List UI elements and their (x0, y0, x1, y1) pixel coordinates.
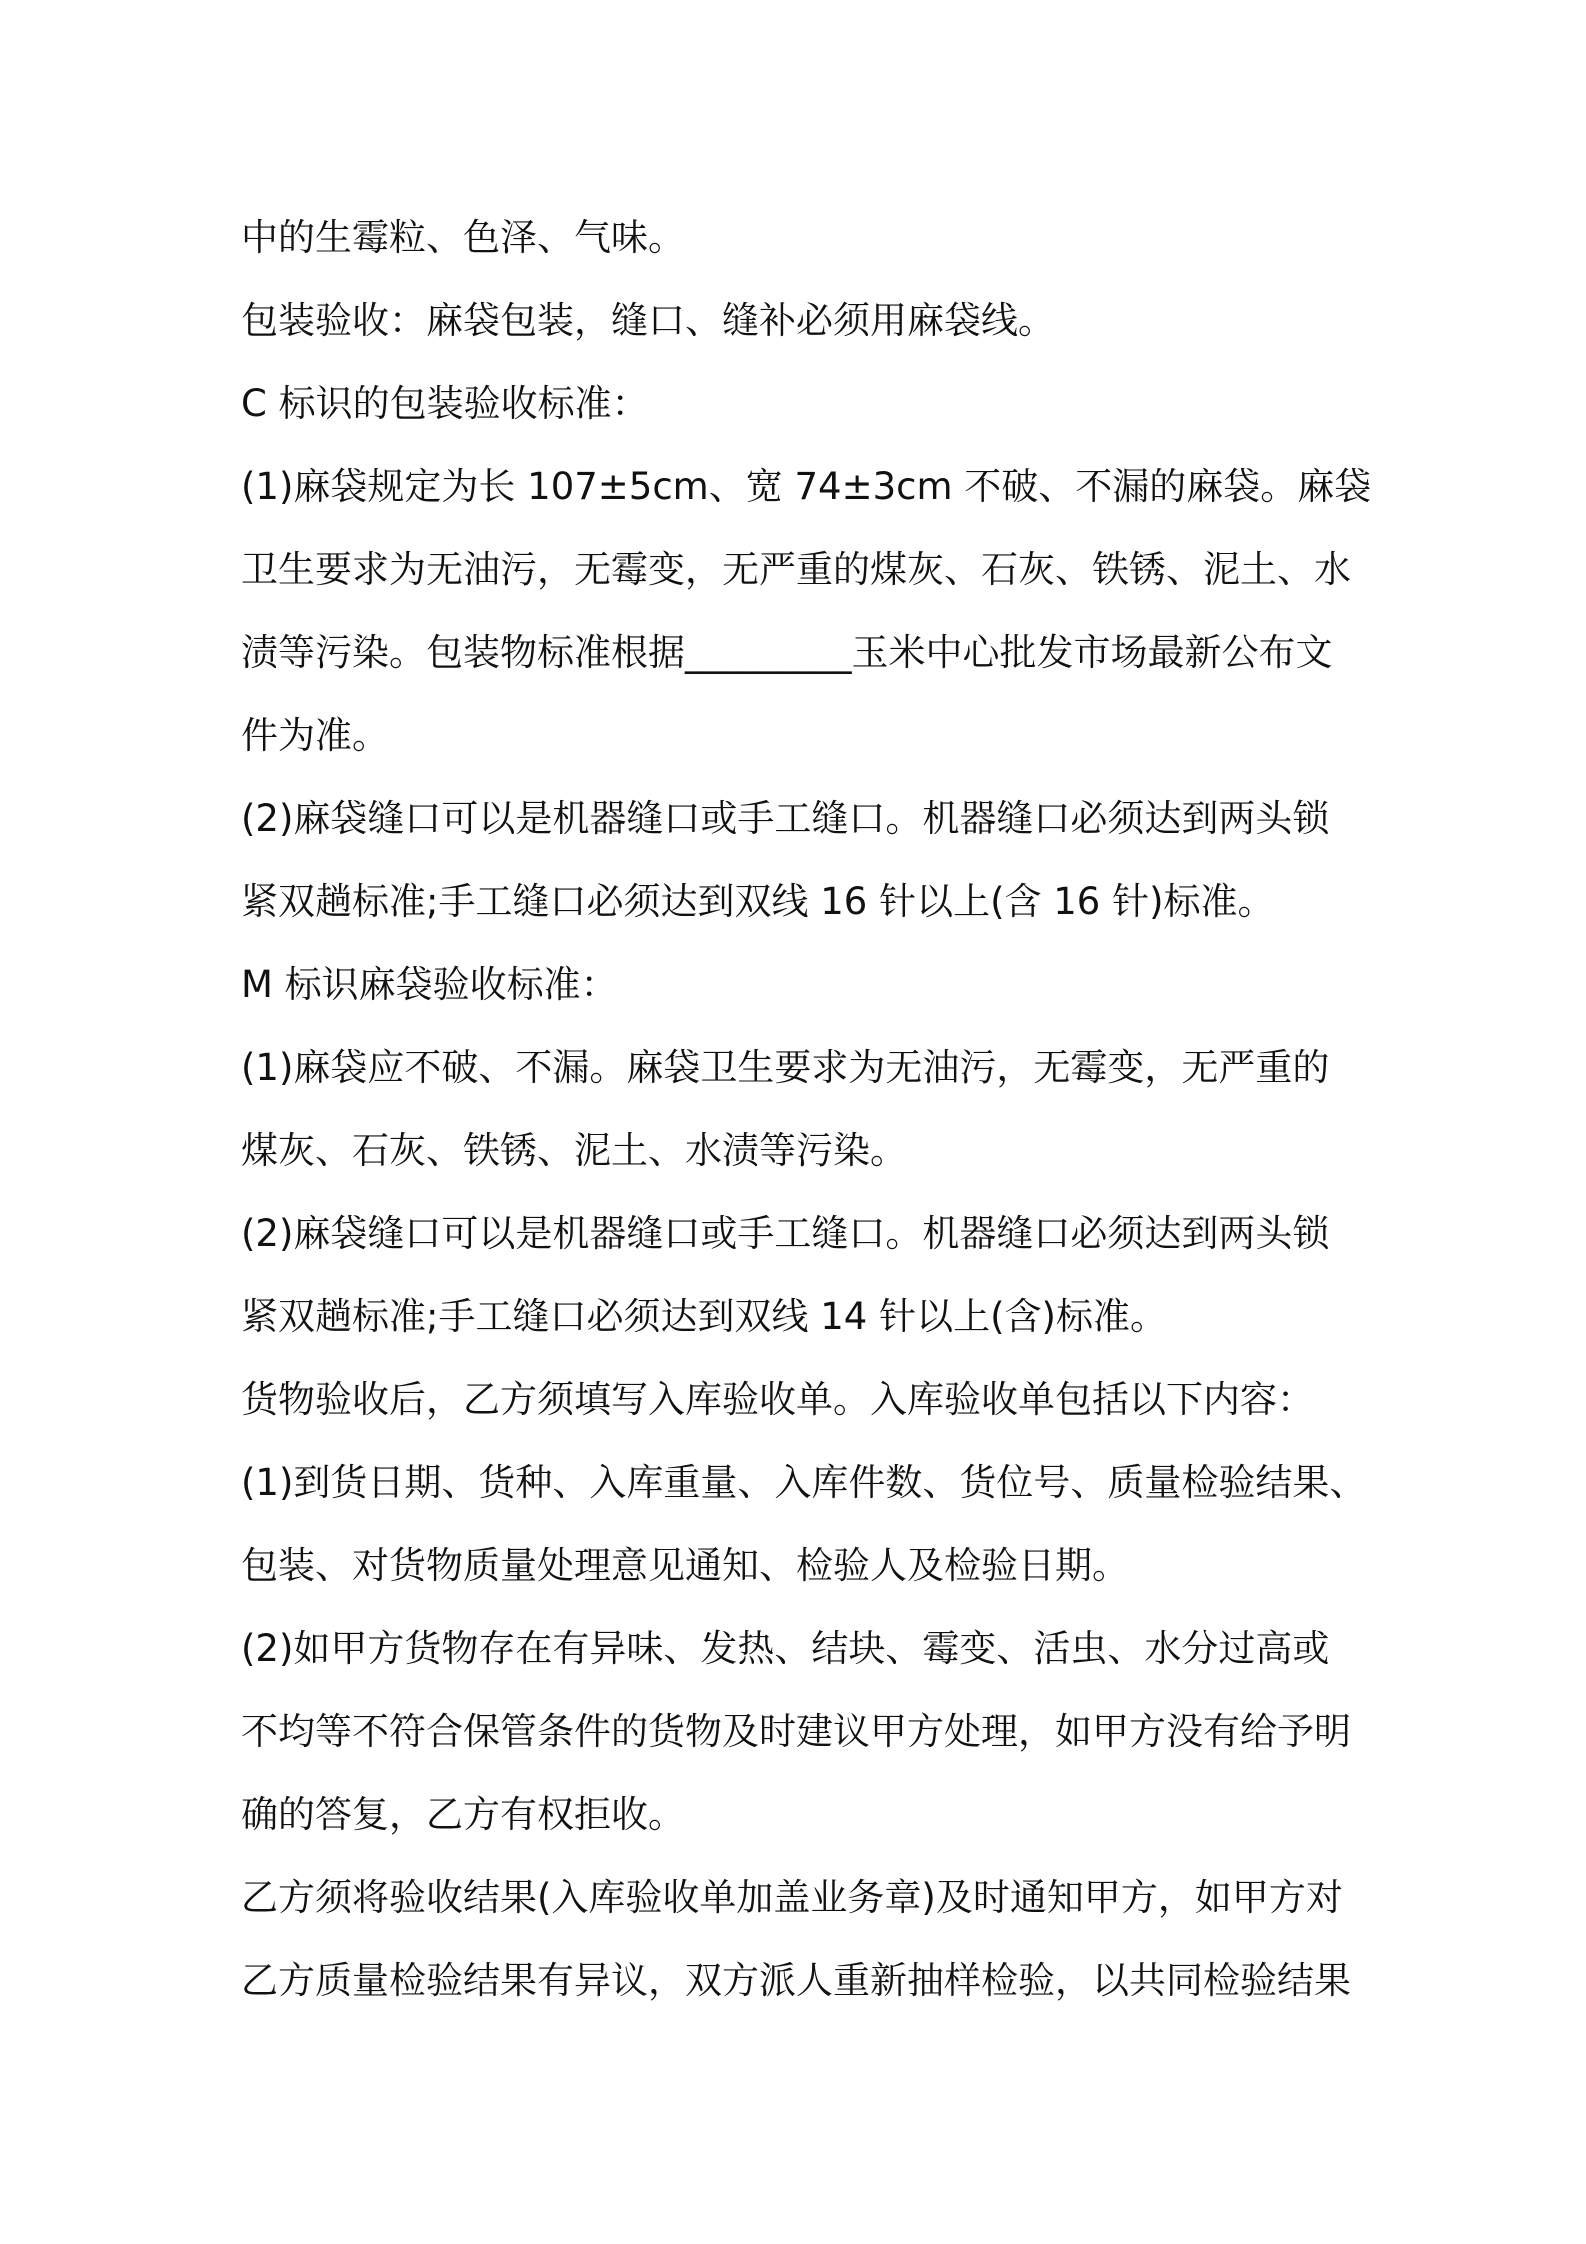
text-line: 件为准。 (241, 714, 389, 757)
text-line: 中的生霉粒、色泽、气味。 (241, 216, 685, 259)
text-line: (1)到货日期、货种、入库重量、入库件数、货位号、质量检验结果、 (241, 1461, 1367, 1504)
document-body (241, 196, 1372, 2022)
text-line: 包装、对货物质量处理意见通知、检验人及检验日期。 (241, 1544, 1129, 1587)
text-line: 包装验收：麻袋包装，缝口、缝补必须用麻袋线。 (241, 299, 1055, 342)
text-line: 渍等污染。包装物标准根据_________玉米中心批发市场最新公布文 (241, 631, 1333, 674)
text-line: (1)麻袋应不破、不漏。麻袋卫生要求为无油污，无霉变，无严重的 (241, 1046, 1330, 1089)
text-line: 不均等不符合保管条件的货物及时建议甲方处理，如甲方没有给予明 (241, 1710, 1351, 1753)
text-line: M 标识麻袋验收标准： (241, 963, 618, 1006)
text-line: C 标识的包装验收标准： (241, 382, 649, 425)
text-line: 煤灰、石灰、铁锈、泥土、水渍等污染。 (241, 1129, 907, 1172)
text-line: (2)麻袋缝口可以是机器缝口或手工缝口。机器缝口必须达到两头锁 (241, 1212, 1330, 1255)
text-line: 货物验收后，乙方须填写入库验收单。入库验收单包括以下内容： (241, 1378, 1314, 1421)
text-line: (1)麻袋规定为长 107±5cm、宽 74±3cm 不破、不漏的麻袋。麻袋 (241, 465, 1372, 508)
text-line: (2)麻袋缝口可以是机器缝口或手工缝口。机器缝口必须达到两头锁 (241, 797, 1330, 840)
text-line: 乙方须将验收结果(入库验收单加盖业务章)及时通知甲方，如甲方对 (241, 1876, 1343, 1919)
text-line: 紧双趟标准;手工缝口必须达到双线 16 针以上(含 16 针)标准。 (241, 880, 1275, 923)
text-line: 乙方质量检验结果有异议，双方派人重新抽样检验，以共同检验结果 (241, 1959, 1351, 2002)
text-line: 紧双趟标准;手工缝口必须达到双线 14 针以上(含)标准。 (241, 1295, 1167, 1338)
text-line: (2)如甲方货物存在有异味、发热、结块、霉变、活虫、水分过高或 (241, 1627, 1330, 1670)
text-line: 确的答复，乙方有权拒收。 (241, 1793, 685, 1836)
text-line: 卫生要求为无油污，无霉变，无严重的煤灰、石灰、铁锈、泥土、水 (241, 548, 1351, 591)
